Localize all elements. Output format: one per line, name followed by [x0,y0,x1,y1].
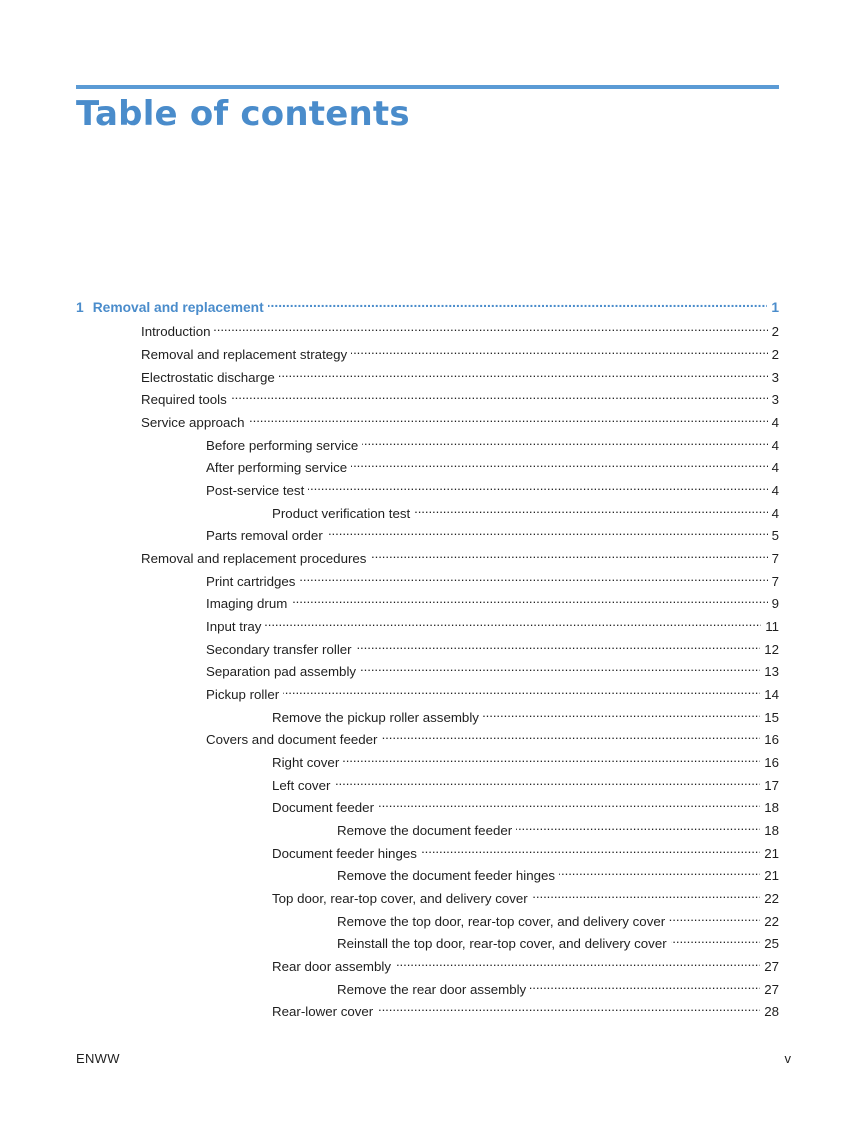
toc-entry-label: Electrostatic discharge [141,370,275,385]
toc-entry[interactable] [272,840,779,861]
dot-leader [377,998,760,1016]
toc-entry-label: Top door, rear-top cover, and delivery cover [272,891,528,906]
toc-entry[interactable] [272,953,779,974]
toc-entry-label: Document feeder hinges [272,846,417,861]
toc-entry-page: 18 [764,800,779,815]
dot-leader [268,294,768,312]
dot-leader [671,930,761,948]
toc-entry[interactable] [272,794,779,815]
toc-entry-page: 9 [771,596,779,611]
dot-leader [351,454,767,472]
toc-entry-page: 4 [771,506,779,521]
page-title: Table of contents [76,94,410,134]
dot-leader [356,636,761,654]
dot-leader [414,500,767,518]
toc-entry-page: 7 [771,574,779,589]
toc-entry[interactable] [206,658,779,679]
toc-entry[interactable] [141,364,779,385]
toc-entry[interactable] [206,613,779,634]
toc-entry-label: Rear door assembly [272,959,391,974]
toc-entry-page: 13 [764,664,779,679]
toc-entry[interactable] [337,862,779,883]
dot-leader [351,341,767,359]
toc-entry-label: Required tools [141,392,227,407]
toc-entry-page: 16 [764,732,779,747]
toc-entry-label: Post-service test [206,483,305,498]
toc-entry-label: Secondary transfer roller [206,642,352,657]
dot-leader [360,658,760,676]
toc-entry[interactable] [206,432,779,453]
toc-entry[interactable] [272,772,779,793]
footer-code: ENWW [76,1051,120,1066]
dot-leader [370,545,767,563]
toc-entry-label: Remove the document feeder hinges [337,868,556,883]
toc-entry[interactable] [206,636,779,657]
dot-leader [279,364,768,382]
toc-entry[interactable] [206,568,779,589]
toc-entry[interactable] [337,976,779,997]
toc-entry-label: Separation pad assembly [206,664,357,679]
dot-leader [248,409,767,427]
toc-entry-page: 12 [764,642,779,657]
toc-entry-page: 16 [764,755,779,770]
toc-entry-label: Introduction [141,324,211,339]
dot-leader [291,590,767,608]
dot-leader [283,681,760,699]
toc-entry-label: Pickup roller [206,687,280,702]
toc-entry[interactable] [141,386,779,407]
toc-entry-page: 3 [771,370,779,385]
toc-entry-label: Remove the rear door assembly [337,982,527,997]
dot-leader [421,840,760,858]
dot-leader [395,953,760,971]
toc-entry[interactable] [141,409,779,430]
dot-leader [669,908,760,926]
dot-leader [378,794,760,812]
toc-entry[interactable] [272,749,779,770]
toc-entry-page: 22 [764,914,779,929]
toc-entry-page: 5 [771,528,779,543]
toc-entry-page: 17 [764,778,779,793]
toc-entry-label: Left cover [272,778,331,793]
toc-entry-page: 21 [764,846,779,861]
toc-entry-page: 3 [771,392,779,407]
toc-entry-page: 4 [771,460,779,475]
toc-entry-label: Input tray [206,619,262,634]
dot-leader [362,432,767,450]
toc-entry-label: Rear-lower cover [272,1004,374,1019]
chapter-number: 1 [76,300,84,315]
toc-entry-page: 22 [764,891,779,906]
toc-entry-label: Parts removal order [206,528,323,543]
toc-entry[interactable] [337,908,779,929]
toc-entry-label: Reinstall the top door, rear-top cover, and delivery cover [337,936,667,951]
dot-leader [559,862,760,880]
dot-leader [532,885,760,903]
dot-leader [214,318,767,336]
toc-entry-label: Document feeder [272,800,374,815]
toc-entry[interactable] [206,681,779,702]
toc-entry-page: 25 [764,936,779,951]
toc-entry-page: 11 [765,619,779,634]
toc-entry[interactable] [272,885,779,906]
toc-entry-page: 4 [771,483,779,498]
toc-entry[interactable] [206,590,779,611]
toc-entry-page: 14 [764,687,779,702]
toc-entry-label: Removal and replacement strategy [141,347,348,362]
toc-entry[interactable] [272,500,779,521]
toc-entry[interactable] [141,545,779,566]
dot-leader [530,976,760,994]
dot-leader [483,704,760,722]
toc-entry-label: After performing service [206,460,348,475]
toc-entry[interactable] [272,704,779,725]
toc-entry-page: 28 [764,1004,779,1019]
toc-entry-label: Print cartridges [206,574,296,589]
toc-entry-label: Right cover [272,755,340,770]
toc-entry-label: Imaging drum [206,596,288,611]
toc-entry[interactable] [272,998,779,1019]
chapter-page: 1 [771,300,779,315]
dot-leader [265,613,761,631]
toc-entry-label: Covers and document feeder [206,732,378,747]
chapter-label: Removal and replacement [92,300,264,315]
dot-leader [308,477,767,495]
toc-entry[interactable] [337,930,779,951]
dot-leader [334,772,760,790]
dot-leader [231,386,768,404]
toc-entry-label: Service approach [141,415,245,430]
dot-leader [343,749,760,767]
dot-leader [381,726,760,744]
toc-entry[interactable] [206,522,779,543]
footer-page-number: v [784,1051,791,1066]
toc-entry-label: Product verification test [272,506,411,521]
toc-entry[interactable] [206,477,779,498]
toc-entry-page: 4 [771,415,779,430]
toc-entry[interactable] [141,318,779,339]
toc-entry-page: 15 [764,710,779,725]
toc-entry-label: Before performing service [206,438,359,453]
toc-chapter-1[interactable] [76,294,779,315]
dot-leader [299,568,767,586]
toc-entry-page: 2 [771,324,779,339]
toc-entry[interactable] [206,454,779,475]
toc-entry-page: 7 [771,551,779,566]
toc-entry-page: 4 [771,438,779,453]
dot-leader [516,817,760,835]
toc-entry-page: 27 [764,982,779,997]
toc-entry-page: 2 [771,347,779,362]
title-rule [76,85,779,89]
toc-entry-page: 18 [764,823,779,838]
toc-entry-page: 21 [764,868,779,883]
toc-entry[interactable] [141,341,779,362]
toc-entry-label: Remove the top door, rear-top cover, and delivery cover [337,914,666,929]
toc-entry[interactable] [337,817,779,838]
toc-entry-label: Remove the pickup roller assembly [272,710,479,725]
toc-entry-label: Removal and replacement procedures [141,551,367,566]
toc-entry[interactable] [206,726,779,747]
toc-entry-page: 27 [764,959,779,974]
dot-leader [327,522,768,540]
toc-entry-label: Remove the document feeder [337,823,513,838]
